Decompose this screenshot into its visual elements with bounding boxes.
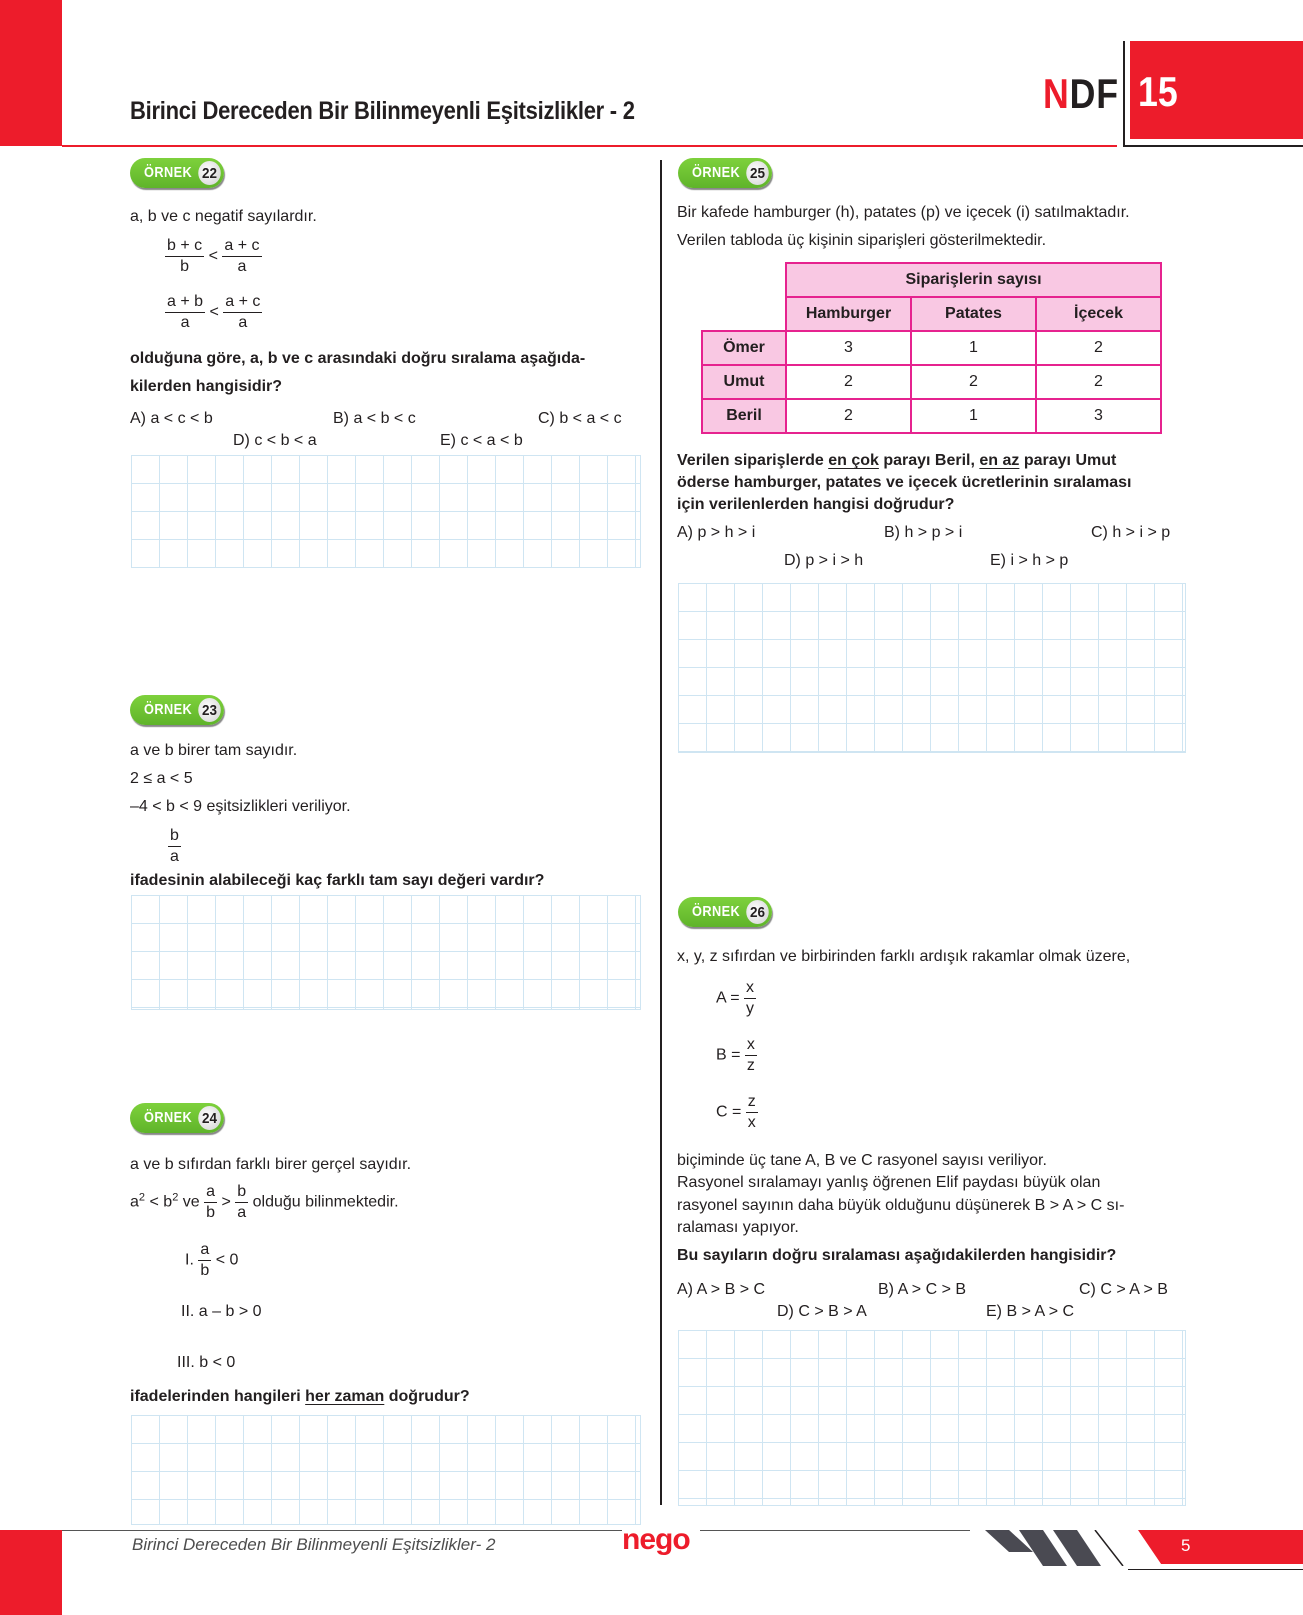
ex24-statement-3: III. b < 0 — [177, 1354, 236, 1371]
badge-number: 24 — [198, 1106, 221, 1130]
badge-number: 26 — [746, 900, 769, 924]
publisher-logo: nego — [622, 1523, 690, 1556]
table-cell: 3 — [1036, 399, 1161, 433]
ex26-para-4: ralaması yapıyor. — [677, 1219, 799, 1236]
badge-label: ÖRNEK — [144, 701, 193, 718]
ex22-scratch-grid — [131, 455, 641, 568]
table-cell: 2 — [1036, 331, 1161, 365]
ex22-question-line1: olduğuna göre, a, b ve c arasındaki doğru sıralama aşağıda- — [130, 350, 586, 367]
table-row — [702, 399, 1161, 433]
ex25-question-line1: Verilen siparişlerde en çok parayı Beril, en az parayı Umut — [677, 452, 1117, 469]
badge-number: 22 — [198, 161, 221, 185]
ex26-para-1: biçiminde üç tane A, B ve C rasyonel sayısı veriliyor. — [677, 1152, 1047, 1169]
ex25-question-line3: için verilenlerden hangisi doğrudur? — [677, 496, 955, 513]
table-corner — [702, 263, 786, 297]
ex22-option-a[interactable]: A) a < c < b — [130, 410, 213, 427]
column-header: Patates — [911, 297, 1036, 331]
badge-number: 23 — [198, 698, 221, 722]
ex26-def-b: B = $\frac{x}{z}$ — [716, 1036, 755, 1074]
example-badge-23 — [130, 695, 226, 725]
table-cell: 2 — [786, 365, 911, 399]
series-label-n: N — [1043, 70, 1070, 117]
badge-number: 25 — [746, 161, 769, 185]
ex24-statement-1: I. $\frac{a}{b}$ < 0 — [185, 1241, 239, 1279]
ex26-scratch-grid — [678, 1330, 1186, 1506]
ex25-option-c[interactable]: C) h > i > p — [1091, 524, 1171, 541]
series-label — [1043, 70, 1119, 118]
ex22-inequality-1: $\frac{b + c}{b}$ < $\frac{a + c}{a}$ — [167, 237, 260, 275]
example-badge-24 — [130, 1103, 226, 1133]
ex24-condition: $a^2 < b^2$ ve $\frac{a}{b}$ > $\frac{b}{a}$ olduğu bilinmektedir. — [130, 1183, 399, 1221]
red-margin-strip-top — [0, 0, 62, 146]
ex25-option-a[interactable]: A) p > h > i — [677, 524, 756, 541]
orders-table — [701, 262, 1162, 434]
chapter-number: 15 — [1138, 68, 1178, 115]
ex26-option-e[interactable]: E) B > A > C — [986, 1303, 1075, 1320]
ex23-fraction: $\frac{b}{a}$ — [170, 827, 179, 865]
table-cell: 3 — [786, 331, 911, 365]
ex26-def-a: A = $\frac{x}{y}$ — [716, 979, 755, 1017]
ex25-option-d[interactable]: D) p > i > h — [784, 552, 864, 569]
ex23-scratch-grid — [131, 895, 641, 1010]
series-label-df: DF — [1069, 70, 1119, 117]
badge-label: ÖRNEK — [692, 903, 741, 920]
ex23-line1: a ve b birer tam sayıdır. — [130, 742, 298, 759]
ex26-option-b[interactable]: B) A > C > B — [878, 1281, 967, 1298]
ex26-option-a[interactable]: A) A > B > C — [677, 1281, 766, 1298]
ex25-option-e[interactable]: E) i > h > p — [990, 552, 1069, 569]
badge-label: ÖRNEK — [144, 1109, 193, 1126]
ex24-scratch-grid — [131, 1415, 641, 1525]
table-cell: 1 — [911, 331, 1036, 365]
red-margin-strip-bottom — [0, 1530, 62, 1615]
ex22-option-d[interactable]: D) c < b < a — [233, 432, 317, 449]
table-cell: 2 — [911, 365, 1036, 399]
column-divider — [660, 160, 662, 1505]
ex23-line3: –4 < b < 9 eşitsizlikleri veriliyor. — [130, 798, 351, 815]
ex24-question: ifadelerinden hangileri her zaman doğrudur? — [130, 1388, 470, 1405]
ex23-question: ifadesinin alabileceği kaç farklı tam sayı değeri vardır? — [130, 872, 545, 889]
ex24-line1: a ve b sıfırdan farklı birer gerçel sayıdır. — [130, 1156, 412, 1173]
table-row — [702, 331, 1161, 365]
ex25-line1: Bir kafede hamburger (h), patates (p) ve içecek (i) satılmaktadır. — [677, 204, 1130, 221]
footer-title: Birinci Dereceden Bir Bilinmeyenli Eşitsizlikler- 2 — [132, 1535, 496, 1554]
column-header: Hamburger — [786, 297, 911, 331]
ex25-line2: Verilen tabloda üç kişinin siparişleri gösterilmektedir. — [677, 232, 1047, 249]
table-cell: 2 — [1036, 365, 1161, 399]
ex23-line2: 2 ≤ a < 5 — [130, 770, 193, 787]
header-rule — [62, 145, 1117, 147]
row-header: Beril — [702, 399, 786, 433]
ex26-para-2: Rasyonel sıralamayı yanlış öğrenen Elif paydası büyük olan — [677, 1174, 1101, 1191]
ex26-option-d[interactable]: D) C > B > A — [777, 1303, 867, 1320]
table-row — [702, 365, 1161, 399]
badge-label: ÖRNEK — [692, 164, 741, 181]
ex22-inequality-2: $\frac{a + b}{a}$ < $\frac{a + c}{a}$ — [167, 293, 261, 331]
badge-label: ÖRNEK — [144, 164, 193, 181]
ex22-option-b[interactable]: B) a < b < c — [333, 410, 416, 427]
ex26-option-c[interactable]: C) C > A > B — [1079, 1281, 1168, 1298]
ex22-option-e[interactable]: E) c < a < b — [440, 432, 523, 449]
example-badge-25 — [678, 158, 774, 188]
table-group-header: Siparişlerin sayısı — [786, 263, 1161, 297]
page-number: 5 — [1181, 1536, 1191, 1555]
ex26-line1: x, y, z sıfırdan ve birbirinden farklı ardışık rakamlar olmak üzere, — [677, 948, 1131, 965]
row-header: Ömer — [702, 331, 786, 365]
table-cell: 2 — [786, 399, 911, 433]
ex25-question-line2: öderse hamburger, patates ve içecek ücretlerinin sıralaması — [677, 474, 1132, 491]
table-corner — [702, 297, 786, 331]
ex22-option-c[interactable]: C) b < a < c — [538, 410, 622, 427]
page-number-box — [1138, 1530, 1303, 1564]
row-header: Umut — [702, 365, 786, 399]
page-title: Birinci Dereceden Bir Bilinmeyenli Eşitsizlikler - 2 — [130, 97, 635, 125]
ex22-intro: a, b ve c negatif sayılardır. — [130, 208, 317, 225]
footer-rule-right — [700, 1530, 970, 1531]
ex25-scratch-grid — [678, 583, 1186, 753]
example-badge-26 — [678, 897, 774, 927]
ex22-question-line2: kilerden hangisidir? — [130, 378, 283, 395]
ex26-para-3: rasyonel sayının daha büyük olduğunu düşünerek B > A > C sı- — [677, 1197, 1125, 1214]
ex26-question: Bu sayıların doğru sıralaması aşağıdakilerden hangisidir? — [677, 1247, 1117, 1264]
example-badge-22 — [130, 158, 226, 188]
ex24-statement-2: II. a – b > 0 — [181, 1303, 262, 1320]
ex26-def-c: C = $\frac{z}{x}$ — [716, 1093, 756, 1131]
column-header: İçecek — [1036, 297, 1161, 331]
ex25-option-b[interactable]: B) h > p > i — [884, 524, 963, 541]
footer-rule-left — [62, 1530, 622, 1531]
table-cell: 1 — [911, 399, 1036, 433]
decorative-stripes-icon — [985, 1530, 1125, 1566]
